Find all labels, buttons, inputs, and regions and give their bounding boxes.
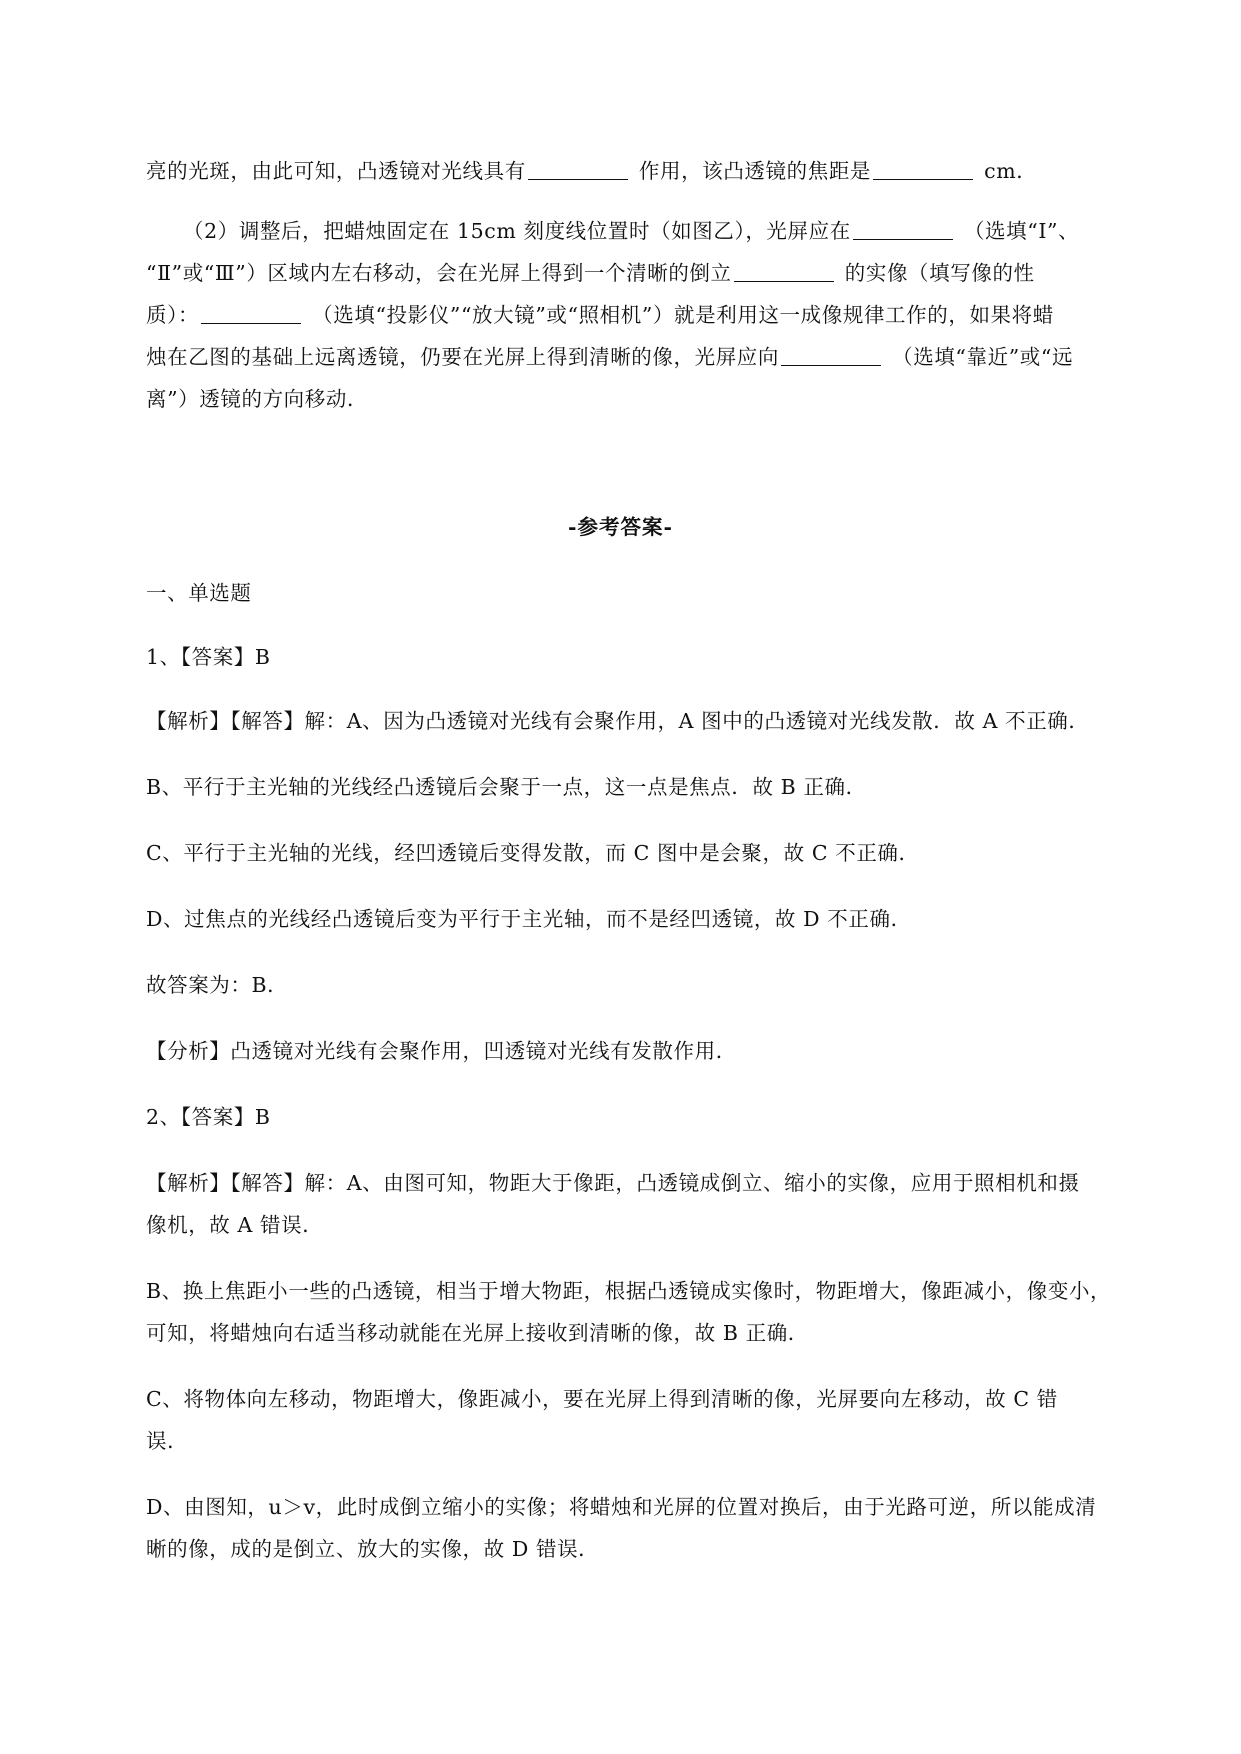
answer-blank (734, 261, 834, 282)
question-text: （选填“投影仪”“放大镜”或“照相机”）就是利用这一成像规律工作的，如果将蜡 (305, 303, 1054, 327)
question-line (183, 216, 1079, 246)
question-text: （选填“靠近”或“远 (885, 345, 1074, 369)
question-text: 的实像（填写像的性 (837, 261, 1035, 285)
answer-blank (853, 219, 953, 240)
question-text: 离”）透镜的方向移动． (146, 387, 369, 411)
question-line (146, 300, 1054, 330)
answer-line: 故答案为：B． (146, 973, 289, 997)
question-line (146, 156, 1037, 186)
question-text: 亮的光斑，由此可知，凸透镜对光线具有 (146, 159, 526, 183)
question-text: “Ⅱ”或“Ⅲ”）区域内左右移动，会在光屏上得到一个清晰的倒立 (146, 261, 732, 285)
question-text: 烛在乙图的基础上远离透镜，仍要在光屏上得到清晰的像，光屏应向 (146, 345, 779, 369)
question-text: （选填“Ⅰ”、 (956, 219, 1080, 243)
answer-line: D、由图知，u＞v，此时成倒立缩小的实像；将蜡烛和光屏的位置对换后，由于光路可逆，所以能成清 (146, 1495, 1097, 1519)
answer-line: 【解析】【解答】解：A、由图可知，物距大于像距，凸透镜成倒立、缩小的实像，应用于照相机和摄 (146, 1171, 1080, 1195)
answer-line: B、换上焦距小一些的凸透镜，相当于增大物距，根据凸透镜成实像时，物距增大，像距减小，像变小， (146, 1279, 1112, 1303)
question-text: 质）： (146, 303, 200, 327)
answer-blank (528, 159, 628, 180)
section-heading: 一、单选题 (146, 581, 252, 605)
answer-blank (873, 159, 973, 180)
answer-line: 误． (146, 1429, 189, 1453)
answer-title: -参考答案- (567, 515, 674, 539)
answer-line: B、平行于主光轴的光线经凸透镜后会聚于一点，这一点是焦点．故 B 正确． (146, 775, 867, 799)
answer-line: 晰的像，成的是倒立、放大的实像，故 D 错误． (146, 1537, 600, 1561)
question-line (146, 384, 368, 414)
answer-line: 【解析】【解答】解：A、因为凸透镜对光线有会聚作用，A 图中的凸透镜对光线发散．故 A 不正确． (146, 709, 1090, 733)
answer-line: C、将物体向左移动，物距增大，像距减小，要在光屏上得到清晰的像，光屏要向左移动，故 C 错 (146, 1387, 1058, 1411)
answer-line: 【分析】凸透镜对光线有会聚作用，凹透镜对光线有发散作用． (146, 1039, 737, 1063)
answer-line: D、过焦点的光线经凸透镜后变为平行于主光轴，而不是经凹透镜，故 D 不正确． (146, 907, 912, 931)
answer-line: C、平行于主光轴的光线，经凹透镜后变得发散，而 C 图中是会聚，故 C 不正确． (146, 841, 920, 865)
question-line (146, 258, 1035, 288)
question-text: cm． (977, 159, 1038, 183)
answer-line: 2、【答案】B (146, 1105, 271, 1129)
answer-blank (201, 303, 301, 324)
answer-line: 可知，将蜡烛向右适当移动就能在光屏上接收到清晰的像，故 B 正确． (146, 1321, 809, 1345)
question-line (146, 342, 1073, 372)
question-text: （2）调整后，把蜡烛固定在 15cm 刻度线位置时（如图乙），光屏应在 (183, 219, 851, 243)
answer-blank (781, 345, 881, 366)
answer-line: 像机，故 A 错误． (146, 1213, 324, 1237)
answer-line: 1、【答案】B (146, 645, 271, 669)
question-text: 作用，该凸透镜的焦距是 (631, 159, 872, 183)
